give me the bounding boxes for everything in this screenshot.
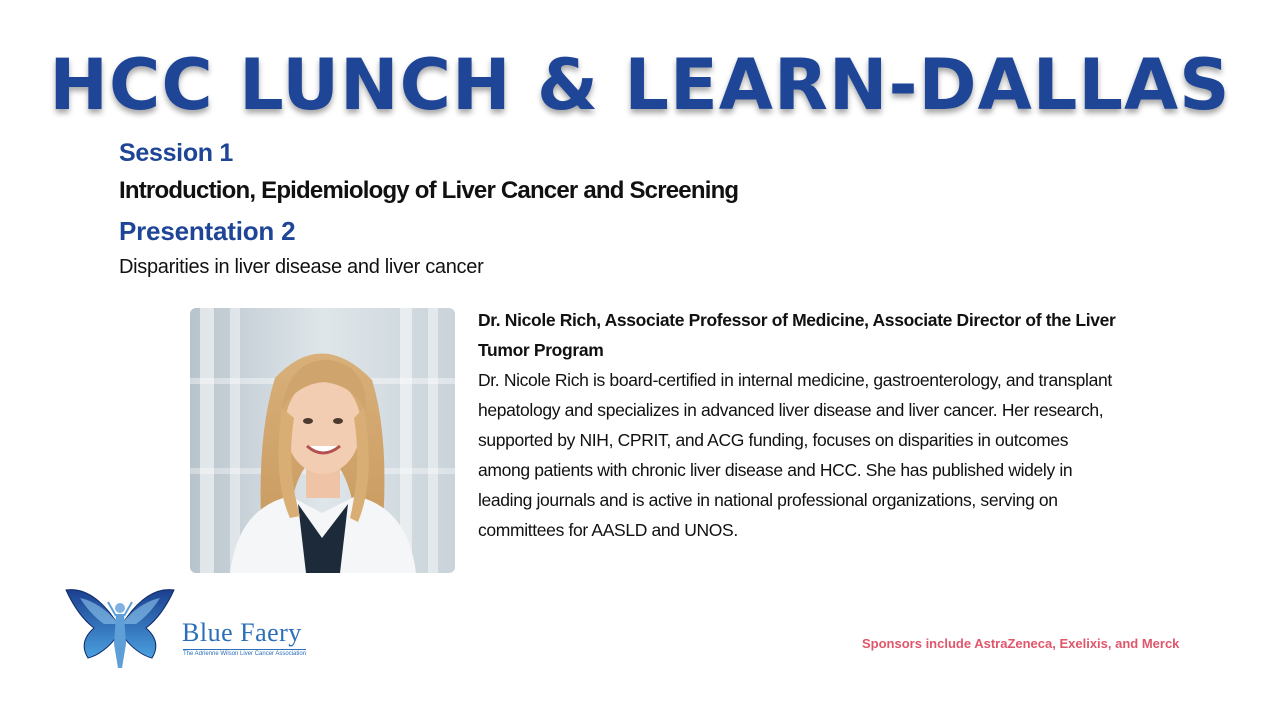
main-title: HCC LUNCH & LEARN-DALLAS [49,44,1231,126]
session-label: Session 1 [119,139,234,167]
logo-name: Blue Faery [182,618,302,647]
speaker-photo [190,308,455,573]
logo-tagline: The Adrienne Wilson Liver Cancer Association [183,651,307,657]
session-title: Introduction, Epidemiology of Liver Cancer and Screening [119,177,739,204]
presentation-title: Disparities in liver disease and liver cancer [119,256,484,278]
presentation-label: Presentation 2 [119,216,296,246]
sponsors-text: Sponsors include AstraZeneca, Exelixis, and Merck [862,636,1180,651]
speaker-bio-text: Dr. Nicole Rich is board-certified in internal medicine, gastroenterology, and transplant hepatology and specializes in advanced liver disease and liver cancer. Her research, supported by NIH, CPRIT, and ACG funding, focuses on disparities in outcomes among patients with chronic liver disease and HCC. She has published widely in leading journals and is active in national professional organizations, serving on committees for AASLD and UNOS. [478,370,1112,540]
speaker-portrait [190,308,455,573]
speaker-heading: Dr. Nicole Rich, Associate Professor of Medicine, Associate Director of the Liver Tumor Program [478,310,1116,360]
butterfly-fairy-icon [64,584,176,674]
blue-faery-logo [64,584,314,674]
speaker-bio [478,305,1118,545]
